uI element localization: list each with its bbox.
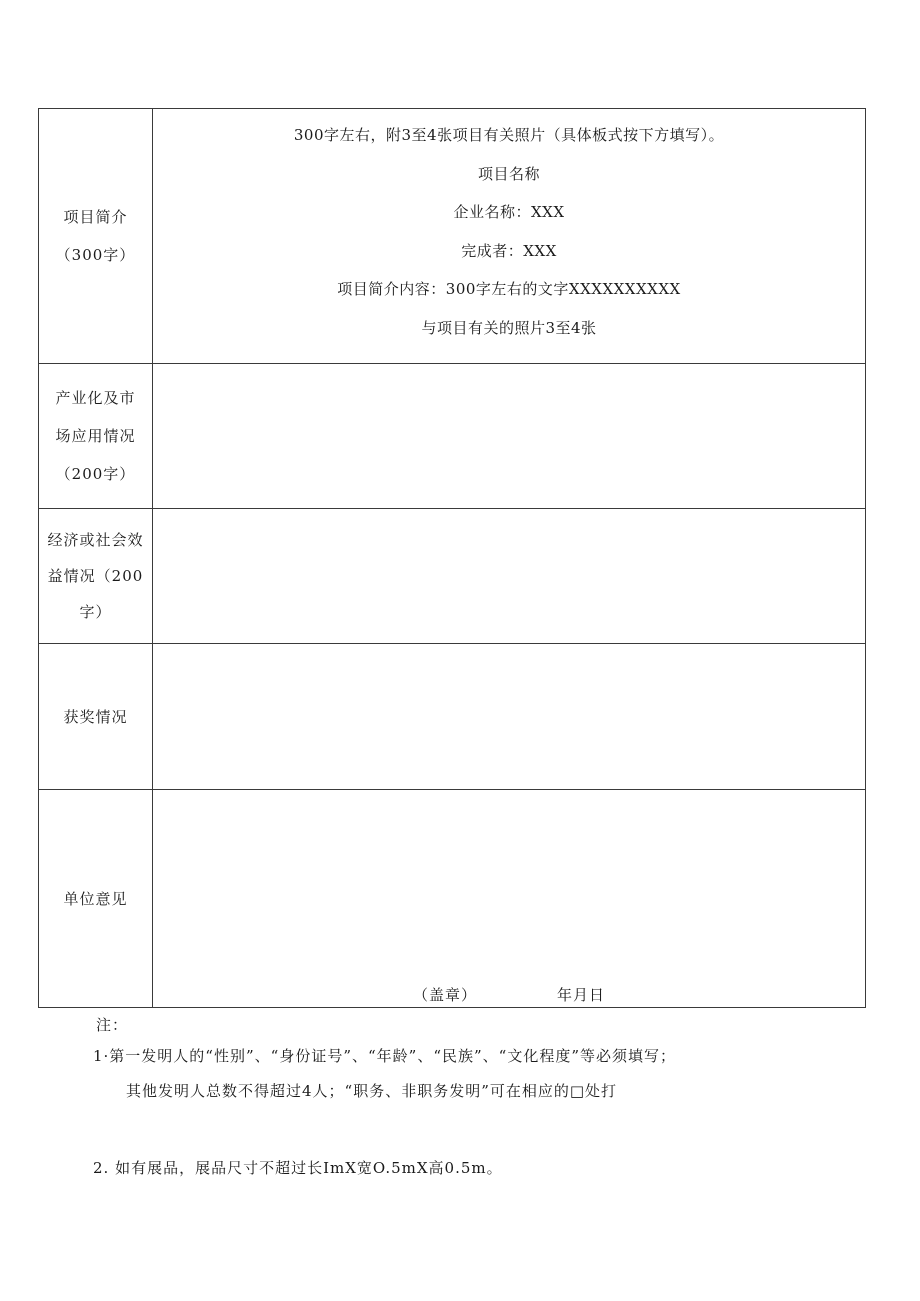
notes-heading: 注： (96, 1016, 129, 1034)
label-awards (39, 644, 153, 790)
label-line: 经济或社会效 (47, 531, 144, 549)
label-line: （200字） (55, 465, 136, 483)
seal-label: （盖章） (412, 986, 477, 1004)
row-economic-benefit (39, 509, 866, 644)
label-project-intro (39, 109, 153, 364)
row-project-intro (39, 109, 866, 364)
row-industrialization (39, 364, 866, 509)
field-economic-benefit[interactable] (153, 509, 866, 644)
label-line: 益情况（200 (47, 567, 144, 585)
label-line: 项目简介 (63, 208, 128, 226)
label-line: （300字） (55, 246, 136, 264)
intro-line: 与项目有关的照片3至4张 (421, 318, 597, 337)
note-item-1-line-1: 1·第一发明人的“性别”、“身份证号”、“年龄”、“民族”、“文化程度”等必须填写； (93, 1047, 676, 1065)
intro-line: 项目简介内容：300字左右的文字XXXXXXXXXX (337, 280, 681, 298)
label-line: 产业化及市 (55, 389, 136, 407)
row-awards (39, 644, 866, 790)
label-line: 获奖情况 (63, 707, 128, 726)
intro-line: 300字左右，附3至4张项目有关照片（具体板式按下方填写）。 (293, 126, 725, 144)
label-line: 字） (79, 603, 112, 621)
row-unit-opinion (39, 790, 866, 1008)
label-economic-benefit (39, 509, 153, 644)
label-line: 场应用情况 (55, 427, 136, 445)
application-form-table (38, 108, 866, 1008)
intro-line: 企业名称：XXX (453, 203, 565, 221)
date-label: 年月日 (557, 986, 606, 1004)
note-item-1-line-2: 其他发明人总数不得超过4人；“职务、非职务发明”可在相应的□处打 (126, 1082, 618, 1100)
intro-instructions (153, 109, 865, 347)
field-project-intro[interactable] (153, 109, 866, 364)
intro-line: 项目名称 (477, 164, 540, 183)
field-industrialization[interactable] (153, 364, 866, 509)
seal-date-line (153, 984, 865, 1005)
label-line: 单位意见 (63, 889, 128, 908)
intro-line: 完成者：XXX (461, 241, 557, 260)
label-unit-opinion (39, 790, 153, 1008)
field-awards[interactable] (153, 644, 866, 790)
field-unit-opinion[interactable] (153, 790, 866, 1008)
note-item-2: 2. 如有展品，展品尺寸不超过长ImX宽O.5mX高0.5m。 (93, 1159, 503, 1177)
label-industrialization (39, 364, 153, 509)
